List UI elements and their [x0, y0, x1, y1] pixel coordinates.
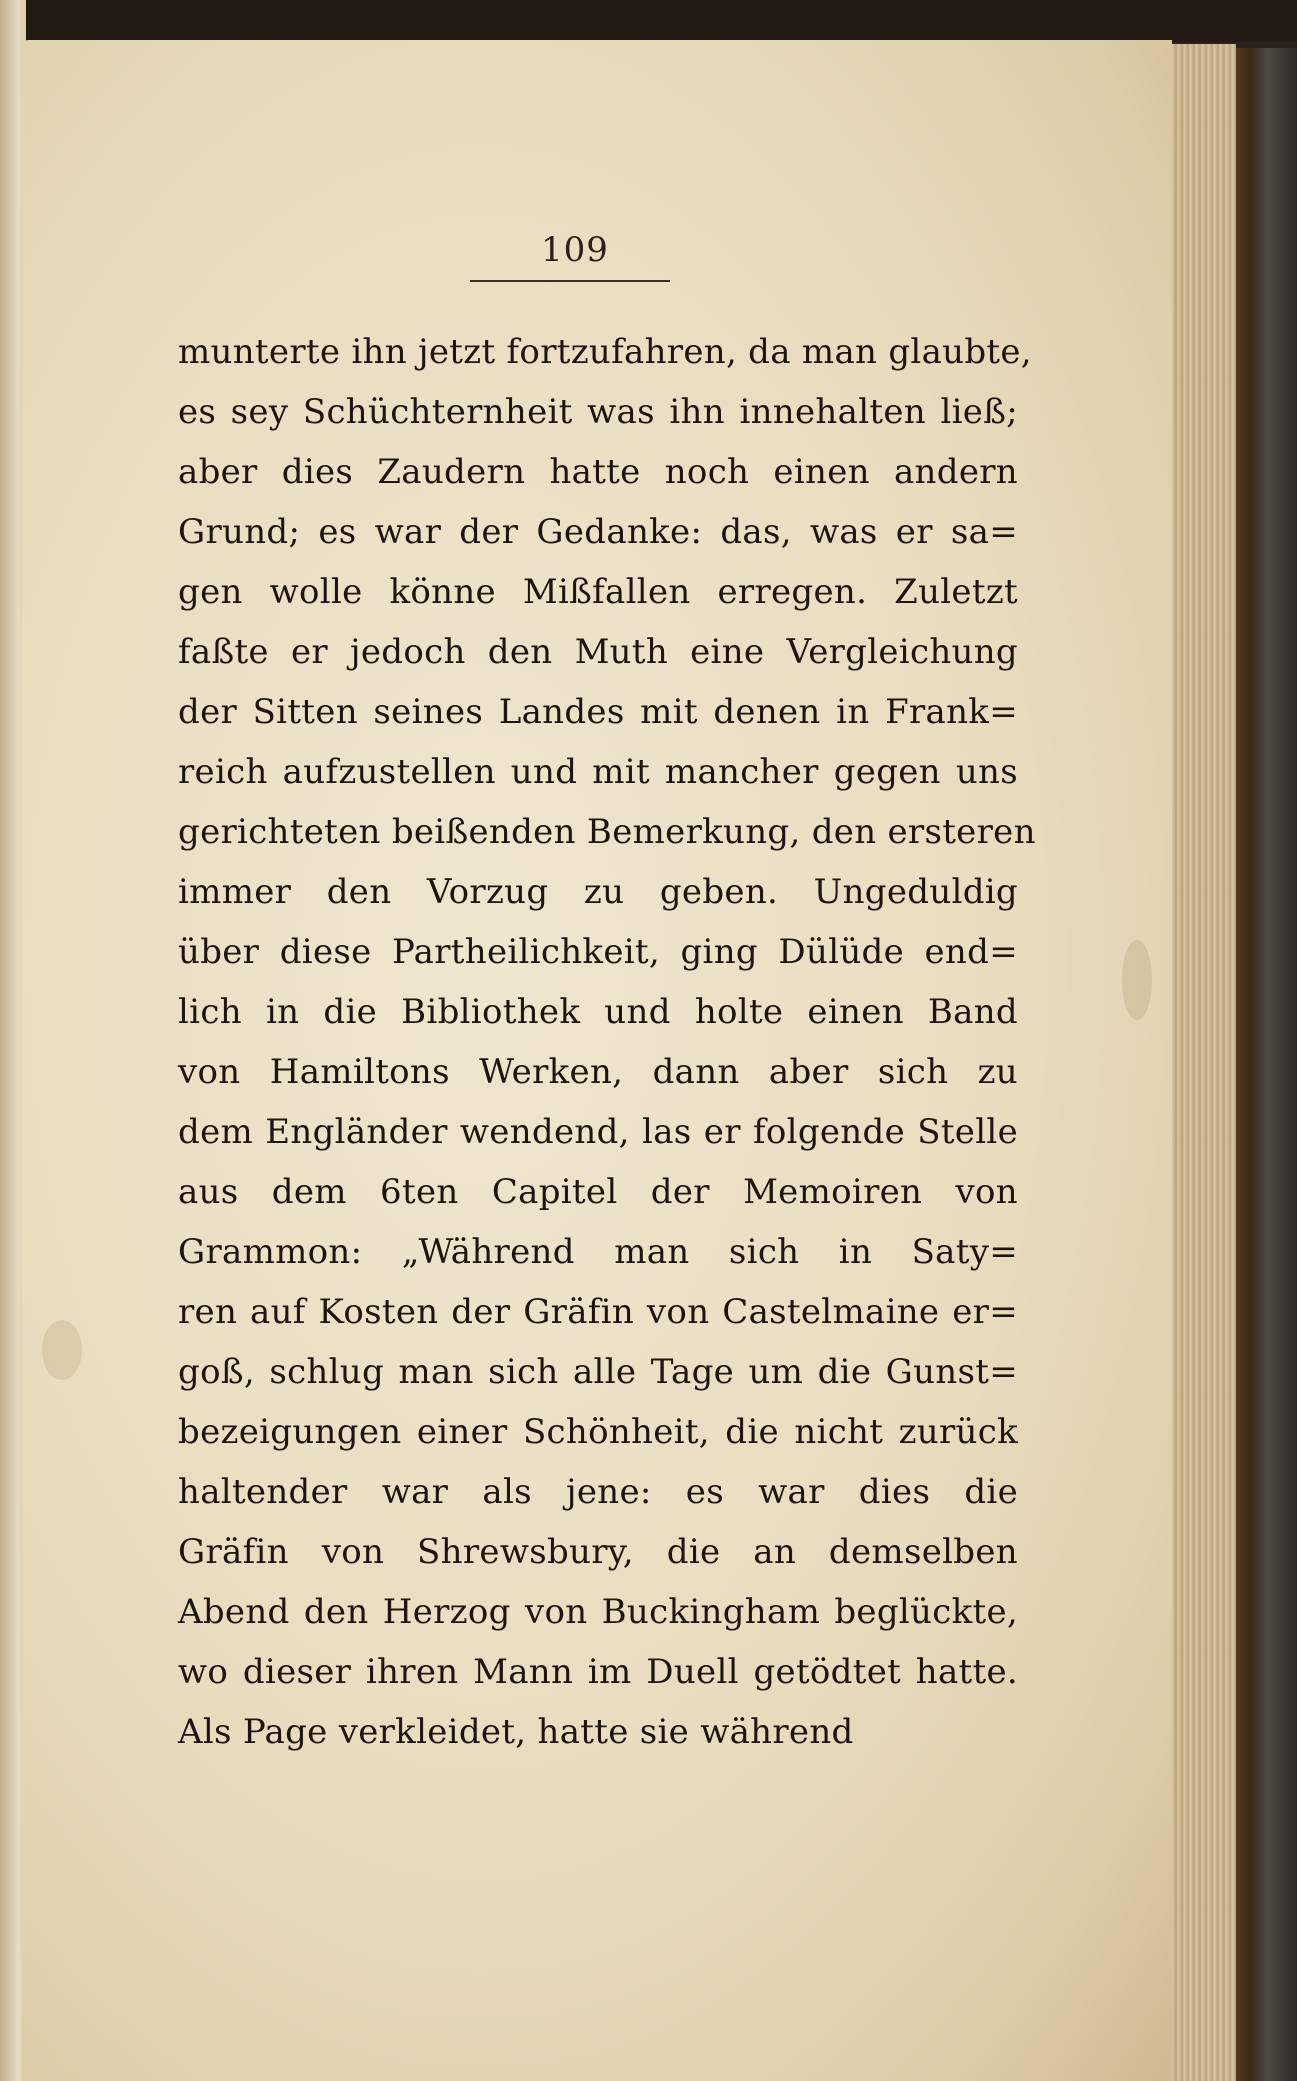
page-number: 109 — [541, 230, 609, 270]
text-line: lich in die Bibliothek und holte einen Band — [178, 992, 1018, 1032]
text-line: Grammon: „Während man sich in Saty= — [178, 1232, 1018, 1272]
text-line: munterte ihn jetzt fortzufahren, da man glaubte, — [178, 332, 1032, 372]
body-text — [178, 322, 1036, 1762]
text-line: gen wolle könne Mißfallen erregen. Zuletzt — [178, 572, 1018, 612]
text-line: aber dies Zaudern hatte noch einen andern — [178, 452, 1018, 492]
text-line: Gräfin von Shrewsbury, die an demselben — [178, 1532, 1018, 1572]
page-stack-edge — [1165, 44, 1236, 2081]
text-line: reich aufzustellen und mit mancher gegen uns — [178, 752, 1018, 792]
text-line: Grund; es war der Gedanke: das, was er sa= — [178, 512, 1018, 552]
foxing-stain — [42, 1320, 82, 1380]
text-line: Als Page verkleidet, hatte sie während — [178, 1712, 854, 1752]
text-line: Abend den Herzog von Buckingham beglückte, — [178, 1592, 1018, 1632]
text-line: dem Engländer wendend, las er folgende Stelle — [178, 1112, 1018, 1152]
text-line: gerichteten beißenden Bemerkung, den ersteren — [178, 812, 1036, 852]
text-line: bezeigungen einer Schönheit, die nicht zurück — [178, 1412, 1018, 1452]
text-line: goß, schlug man sich alle Tage um die Gunst= — [178, 1352, 1018, 1392]
book-cover — [1232, 48, 1297, 2081]
text-line: ren auf Kosten der Gräfin von Castelmaine er= — [178, 1292, 1018, 1332]
scan-background — [0, 0, 1297, 42]
header-rule — [470, 280, 670, 282]
text-line: von Hamiltons Werken, dann aber sich zu — [178, 1052, 1018, 1092]
text-line: immer den Vorzug zu geben. Ungeduldig — [178, 872, 1018, 912]
text-line: wo dieser ihren Mann im Duell getödtet hatte. — [178, 1652, 1018, 1692]
foxing-stain — [1122, 940, 1152, 1020]
text-line: haltender war als jene: es war dies die — [178, 1472, 1018, 1512]
text-line: über diese Partheilichkeit, ging Dülüde end= — [178, 932, 1018, 972]
text-line: faßte er jedoch den Muth eine Vergleichung — [178, 632, 1018, 672]
text-line: aus dem 6ten Capitel der Memoiren von — [178, 1172, 1018, 1212]
text-line: es sey Schüchternheit was ihn innehalten ließ; — [178, 392, 1018, 432]
text-line: der Sitten seines Landes mit denen in Frank= — [178, 692, 1018, 732]
